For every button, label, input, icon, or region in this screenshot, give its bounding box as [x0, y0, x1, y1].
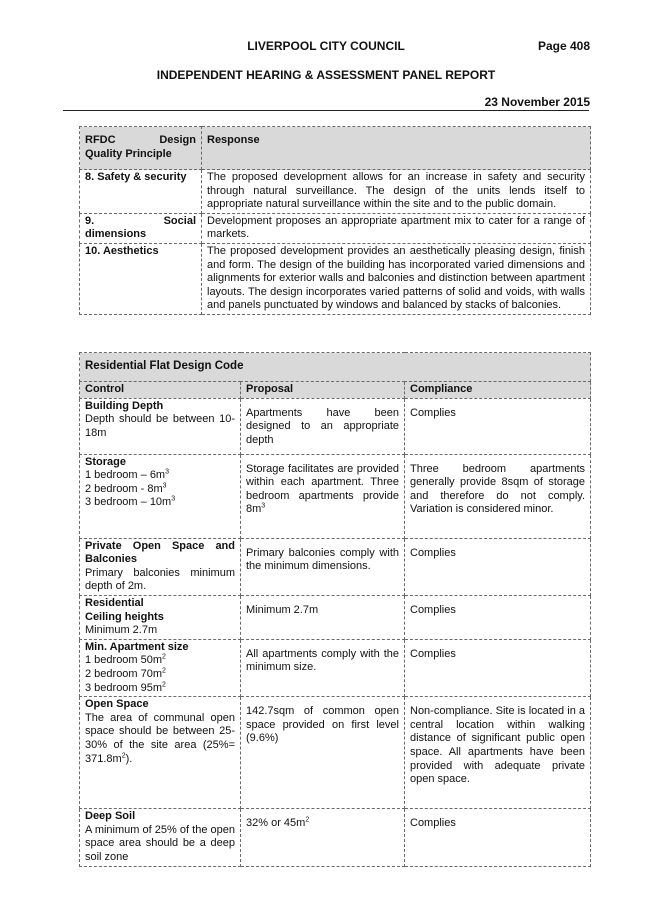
table-row	[80, 398, 591, 454]
compliance-cell: Complies	[405, 809, 591, 866]
rfdc-code-table	[79, 352, 591, 867]
table-row	[80, 454, 591, 538]
control-cell: Residential Ceiling heights Minimum 2.7m	[80, 595, 241, 639]
control-cell: Private Open Space and Balconies Primary balconies minimum depth of 2m.	[80, 538, 241, 595]
control-cell: Min. Apartment size 1 bedroom $50m^2$ 2 bedroom $70m^2$ 3 bedroom $95m^2$	[80, 639, 241, 696]
principle-cell: 8. Safety & security	[80, 170, 202, 214]
compliance-cell: Complies	[405, 639, 591, 696]
proposal-cell: Primary balconies comply with the minimum dimensions.	[241, 538, 405, 595]
proposal-cell: Apartments have been designed to an appropriate depth	[241, 398, 405, 454]
table-row	[80, 213, 591, 243]
page-number: Page 408	[537, 39, 590, 53]
table-row	[80, 538, 591, 595]
proposal-cell: 142.7sqm of common open space provided on first level (9.6%)	[241, 697, 405, 809]
proposal-header: Proposal	[241, 382, 405, 399]
principle-cell: 10. Aesthetics	[80, 243, 202, 314]
table-title: Residential Flat Design Code	[80, 353, 591, 382]
principle-header: RFDC Design Quality Principle	[80, 127, 202, 170]
table-row	[80, 243, 591, 314]
table-title-row	[80, 353, 591, 382]
control-header: Control	[80, 382, 241, 399]
table-row	[80, 639, 591, 696]
response-header: Response	[202, 127, 591, 170]
report-title: INDEPENDENT HEARING & ASSESSMENT PANEL REPORT	[156, 68, 496, 82]
proposal-cell: Minimum 2.7m	[241, 595, 405, 639]
compliance-cell: Non-compliance. Site is located in a central location within walking distance of significant public open space. All apartments have been provided with adequate private open space.	[405, 697, 591, 809]
principle-cell: 9. Social dimensions	[80, 213, 202, 243]
control-cell: Open Space The area of communal open space should be between 25-30% of the site area $(25\%= 371.8m^2)$.	[80, 697, 241, 809]
rfdc-principles-table	[79, 126, 591, 315]
table-header-row	[80, 382, 591, 399]
table-row	[80, 170, 591, 214]
report-date: 23 November 2015	[484, 95, 590, 109]
table-header-row	[80, 127, 591, 170]
header-rule	[63, 110, 589, 111]
response-cell: The proposed development provides an aesthetically pleasing design, finish and form. The design of the building has incorporated varied dimensions and alignments for exterior walls and balconies and distinction between apartment layouts. The design incorporates varied patterns of solid and voids, with walls and panels punctuated by windows and balanced by stacks of balconies.	[202, 243, 591, 314]
proposal-cell: 32% or $45m^2$	[241, 809, 405, 866]
compliance-cell: Complies	[405, 538, 591, 595]
compliance-cell: Three bedroom apartments generally provide 8sqm of storage and therefore do not comply. Variation is considered minor.	[405, 454, 591, 538]
table-row	[80, 595, 591, 639]
response-cell: Development proposes an appropriate apartment mix to cater for a range of markets.	[202, 213, 591, 243]
compliance-header: Compliance	[405, 382, 591, 399]
table-row	[80, 697, 591, 809]
control-cell: Building Depth Depth should be between 10-18m	[80, 398, 241, 454]
table-row	[80, 809, 591, 866]
council-name: LIVERPOOL CITY COUNCIL	[247, 39, 405, 53]
control-cell: Deep Soil A minimum of 25% of the open space area should be a deep soil zone	[80, 809, 241, 866]
control-cell: Storage 1 bedroom – $6m^3$ 2 bedroom - $8m^3$ 3 bedroom – $10m^3$	[80, 454, 241, 538]
compliance-cell: Complies	[405, 595, 591, 639]
compliance-cell: Complies	[405, 398, 591, 454]
response-cell: The proposed development allows for an increase in safety and security through natural surveillance. The design of the units lends itself to appropriate natural surveillance within the site and to the public domain.	[202, 170, 591, 214]
proposal-cell: Storage facilitates are provided within each apartment. Three bedroom apartments provide $8m^3$	[241, 454, 405, 538]
proposal-cell: All apartments comply with the minimum size.	[241, 639, 405, 696]
